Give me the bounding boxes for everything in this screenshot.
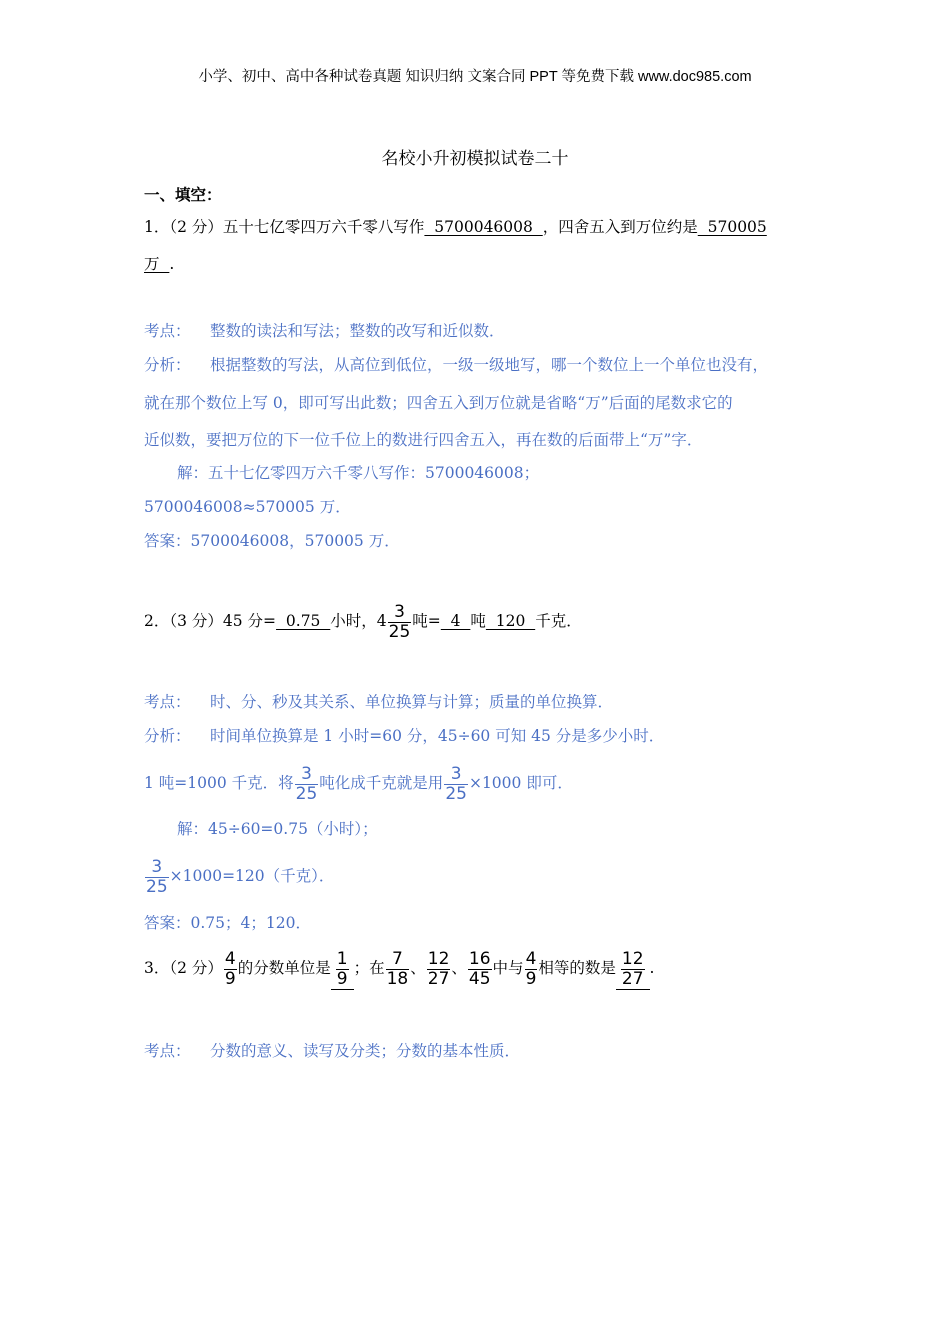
q1-fenxi-2: 就在那个数位上写 0，即可写出此数；四舍五入到万位就是省略“万”后面的尾数求它的: [144, 394, 733, 412]
q2-answer-3: 120: [485, 612, 536, 630]
fenxi-text-1: 时间单位换算是 1 小时=60 分，45÷60 可知 45 分是多少小时．: [210, 727, 665, 745]
q1-daan: 答案：5700046008，570005 万．: [144, 532, 400, 550]
kaodian-label: 考点：: [144, 322, 191, 340]
fraction-4-9: $\frac{4}{9}$: [525, 948, 537, 989]
q3-text-b: 的分数单位是: [237, 959, 331, 977]
q2-text-a: 2．（3 分）45 分=: [144, 612, 277, 630]
q1-text-a: 1．（2 分）五十七亿零四万六千零八写作: [144, 218, 425, 236]
q3-text-d: 中与: [492, 959, 524, 977]
q2-fenxi: [144, 725, 664, 747]
question-2: [144, 600, 582, 642]
q3-text-a: 3．（2 分）: [144, 959, 223, 977]
q3-sep: 、: [451, 959, 467, 977]
q1-answer-2a: 570005: [697, 218, 767, 236]
fenxi-text-1: 根据整数的写法，从高位到低位，一级一级地写，哪一个数位上一个单位也没有，: [210, 356, 769, 374]
q1-kaodian: [144, 320, 505, 342]
q3-kaodian: [144, 1040, 520, 1062]
question-1-cont: [144, 253, 174, 275]
fraction-7-18: $\frac{7}{18}$: [386, 948, 409, 989]
page-header: 小学、初中、高中各种试卷真题 知识归纳 文案合同 PPT 等免费下载 www.doc985.com: [198, 69, 752, 85]
q2-step-text: ×1000=120（千克）．: [169, 867, 335, 885]
q3-text-e: 相等的数是: [538, 959, 616, 977]
q3-answer-1: $\frac{1}{9}$: [331, 950, 354, 990]
fraction-4-9: $\frac{4}{9}$: [224, 948, 236, 989]
q1-step: 5700046008≈570005 万．: [144, 498, 351, 516]
q3-text-c: ；在: [353, 959, 385, 977]
q3-answer-2: $\frac{12}{27}$: [616, 950, 650, 990]
q1-fenxi: [144, 354, 768, 376]
q2-text-d: 吨: [470, 612, 486, 630]
q1-answer-1: 5700046008: [424, 218, 543, 236]
q2-text-b: 小时，4: [330, 612, 387, 630]
q1-answer-2b: 万: [144, 255, 170, 273]
kaodian-label: 考点：: [144, 693, 191, 711]
kaodian-label: 考点：: [144, 1042, 191, 1060]
fraction-3-25: $\frac{3}{25}$: [445, 763, 467, 804]
kaodian-text: 整数的读法和写法；整数的改写和近似数．: [210, 322, 505, 340]
q2-kaodian: [144, 691, 613, 713]
question-1: [144, 216, 767, 238]
q2-step: [144, 855, 334, 897]
q2-fenxi-2: [144, 762, 573, 804]
fenxi-2c: ×1000 即可．: [468, 774, 573, 792]
q2-text-c: 吨=: [412, 612, 441, 630]
kaodian-text: 时、分、秒及其关系、单位换算与计算；质量的单位换算．: [210, 693, 614, 711]
fraction-3-25: $\frac{3}{25}$: [146, 856, 168, 897]
q2-daan: 答案：0.75；4；120．: [144, 914, 311, 932]
q2-jie: 解：45÷60=0.75（小时）；: [177, 820, 378, 838]
fenxi-label: 分析：: [144, 727, 191, 745]
q3-end: .: [649, 959, 655, 977]
fenxi-label: 分析：: [144, 356, 191, 374]
q2-answer-2: 4: [440, 612, 471, 630]
question-3: [144, 947, 654, 990]
q3-sep: 、: [410, 959, 426, 977]
kaodian-text: 分数的意义、读写及分类；分数的基本性质．: [210, 1042, 521, 1060]
q2-answer-1: 0.75: [276, 612, 331, 630]
q1-text-b: ，四舍五入到万位约是: [542, 218, 698, 236]
fraction-3-25: $\frac{3}{25}$: [295, 763, 318, 804]
fenxi-2b: 吨化成千克就是用: [319, 774, 444, 792]
q2-text-e: 千克．: [535, 612, 582, 630]
fraction-16-45: $\frac{16}{45}$: [468, 948, 491, 989]
section-heading: 一、填空：: [144, 185, 222, 204]
q1-fenxi-3: 近似数，要把万位的下一位千位上的数进行四舍五入，再在数的后面带上“万”字．: [144, 431, 703, 449]
q2-fraction: $\frac{3}{25}$: [388, 601, 411, 642]
q1-jie: 解：五十七亿零四万六千零八写作：5700046008；: [177, 464, 540, 482]
fenxi-2a: 1 吨=1000 千克．将: [144, 774, 294, 792]
fraction-12-27: $\frac{12}{27}$: [427, 948, 450, 989]
q1-end: .: [169, 255, 175, 273]
page-title: 名校小升初模拟试卷二十: [381, 149, 569, 169]
